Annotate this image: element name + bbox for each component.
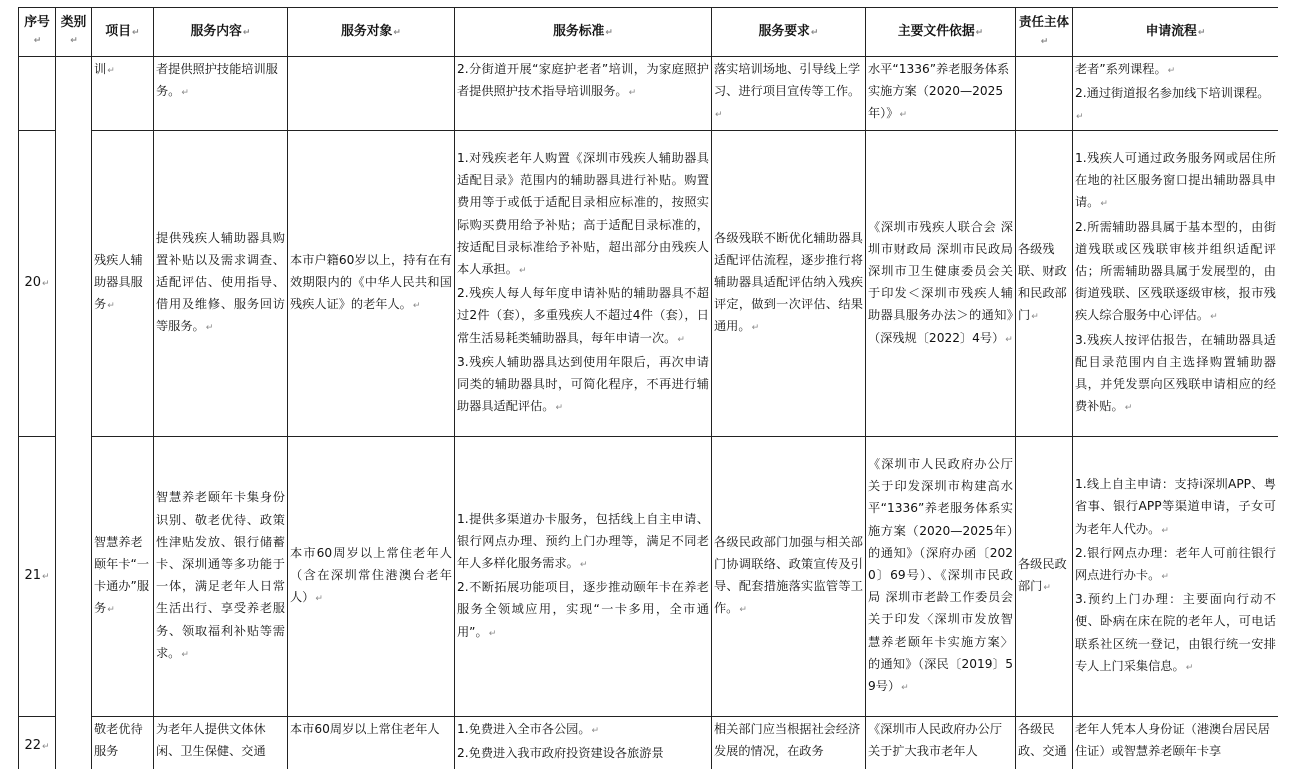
cell-requirement: 各级残联不断优化辅助器具适配评估流程，逐步推行将辅助器具适配评估纳入残疾评定，做到一次评估、结果通用。 ↵ — [712, 130, 866, 436]
process-item: 2.所需辅助器具属于基本型的，由街道残联或区残联审核并组织适配评估；所需辅助器具属于发展型的，由街道残联、区残联逐级审核，报市残疾人综合服务中心评估。 ↵ — [1075, 216, 1276, 329]
cell-content: 智慧养老颐年卡集身份识别、敬老优待、政策性津贴发放、银行储蓄卡、深圳通等多功能于一体，满足老年人日常生活出行、享受养老服务、领取福利补贴等需求。 ↵ — [154, 436, 288, 716]
cell-project: 训 ↵ — [92, 57, 154, 131]
cell-standard — [455, 57, 712, 131]
process-item: 老年人凭本人身份证（港澳台居民居住证）或智慧养老颐年卡享 — [1075, 721, 1270, 758]
cell-process — [1073, 436, 1279, 716]
cell-responsible — [1016, 57, 1073, 131]
cell-basis: 《深圳市人民政府办公厅关于扩大我市老年人 — [866, 716, 1016, 769]
table-row — [19, 57, 1279, 131]
header-requirement: 服务要求 ↵ — [712, 8, 866, 57]
cell-project: 智慧养老颐年卡“一卡通办”服务 ↵ — [92, 436, 154, 716]
cell-content: 者提供照护技能培训服务。 ↵ — [154, 57, 288, 131]
cell-num: 21 ↵ — [19, 436, 56, 716]
cell-project: 残疾人辅助器具服务 ↵ — [92, 130, 154, 436]
cell-requirement: 相关部门应当根据社会经济发展的情况，在政务 — [712, 716, 866, 769]
cell-process — [1073, 57, 1279, 131]
cell-num: 20 ↵ — [19, 130, 56, 436]
process-item: 2.通过街道报名参加线下培训课程。 ↵ — [1075, 82, 1276, 128]
cell-target: 本市60周岁以上常住老年人（含在深圳常住港澳台老年人） ↵ — [288, 436, 455, 716]
standard-item: 2.免费进入我市政府投资建设各旅游景 — [457, 745, 664, 760]
cell-basis: 水平“1336”养老服务体系实施方案（2020—2025年）》 ↵ — [866, 57, 1016, 131]
cell-responsible: 各级残联、财政和民政部门 ↵ — [1016, 130, 1073, 436]
header-process: 申请流程 ↵ — [1073, 8, 1279, 57]
header-target: 服务对象 ↵ — [288, 8, 455, 57]
document-page — [18, 7, 1278, 769]
cell-num: 22 ↵ — [19, 716, 56, 769]
process-item: 1.残疾人可通过政务服务网或居住所在地的社区服务窗口提出辅助器具申请。 ↵ — [1075, 147, 1276, 216]
cell-basis: 《深圳市人民政府办公厅关于印发深圳市构建高水平“1336”养老服务体系实施方案（2020—2025年）的通知》（深府办函〔2020〕69号）、《深圳市民政局 深圳市老龄工作委员会关于印发〈深圳市发放智慧养老颐年卡实施方案〉的通知》（深民〔2019〕59号） ↵ — [866, 436, 1016, 716]
header-standard: 服务标准 ↵ — [455, 8, 712, 57]
cell-basis: 《深圳市残疾人联合会 深圳市财政局 深圳市民政局 深圳市卫生健康委员会关于印发＜深圳市残疾人辅助器具服务办法＞的通知》（深残规〔2022〕4号） ↵ — [866, 130, 1016, 436]
process-item: 1.线上自主申请：支持i深圳APP、粤省事、银行APP等渠道申请，子女可为老年人代办。 ↵ — [1075, 473, 1276, 542]
standard-item: 2.分街道开展“家庭护老者”培训，为家庭照护者提供照护技术指导培训服务。 ↵ — [457, 58, 709, 104]
cell-target: 本市60周岁以上常住老年人 — [288, 716, 455, 769]
cell-standard — [455, 130, 712, 436]
standard-item: 3.残疾人辅助器具达到使用年限后，再次申请同类的辅助器具时，可简化程序，不再进行辅助器具适配评估。 ↵ — [457, 351, 709, 420]
table-header-row — [19, 8, 1279, 57]
table-row — [19, 716, 1279, 769]
process-item: 3.预约上门办理：主要面向行动不便、卧病在床在院的老年人，可电话联系社区统一登记，由银行统一安排专人上门采集信息。 ↵ — [1075, 588, 1276, 679]
header-responsible: 责任主体 ↵ — [1016, 8, 1073, 57]
cell-content: 为老年人提供文体休闲、卫生保健、交通 — [154, 716, 288, 769]
process-item: 3.残疾人按评估报告，在辅助器具适配目录范围内自主选择购置辅助器具，并凭发票向区残联申请相应的经费补贴。 ↵ — [1075, 329, 1276, 420]
process-item: 2.银行网点办理：老年人可前往银行网点进行办卡。 ↵ — [1075, 542, 1276, 588]
cell-requirement: 落实培训场地、引导线上学习、进行项目宣传等工作。 ↵ — [712, 57, 866, 131]
header-basis: 主要文件依据 ↵ — [866, 8, 1016, 57]
header-project: 项目 ↵ — [92, 8, 154, 57]
header-category: 类别 ↵ — [56, 8, 92, 57]
cell-requirement: 各级民政部门加强与相关部门协调联络、政策宣传及引导、配套措施落实监管等工作。 ↵ — [712, 436, 866, 716]
table-row — [19, 130, 1279, 436]
service-table — [18, 7, 1278, 769]
standard-item: 2.不断拓展功能项目，逐步推动颐年卡在养老服务全领域应用，实现“一卡多用，全市通用”。 ↵ — [457, 576, 709, 645]
standard-item: 1.免费进入全市各公园。 ↵ — [457, 718, 709, 742]
process-item: 老者”系列课程。 ↵ — [1075, 58, 1276, 82]
cell-num — [19, 57, 56, 131]
cell-target: 本市户籍60岁以上，持有在有效期限内的《中华人民共和国残疾人证》的老年人。 ↵ — [288, 130, 455, 436]
standard-item: 1.对残疾老年人购置《深圳市残疾人辅助器具适配目录》范围内的辅助器具进行补贴。购置费用等于或低于适配目录相应标准的，按照实际购买费用给予补贴；高于适配目录标准的，按适配目录标准给予补贴，超出部分由残疾人本人承担。 ↵ — [457, 147, 709, 282]
cell-standard — [455, 716, 712, 769]
cell-project: 敬老优待服务 — [92, 716, 154, 769]
cell-target — [288, 57, 455, 131]
header-num: 序号 ↵ — [19, 8, 56, 57]
cell-process — [1073, 130, 1279, 436]
standard-item: 2.残疾人每人每年度申请补贴的辅助器具不超过2件（套），多重残疾人不超过4件（套），日常生活易耗类辅助器具，每年申请一次。 ↵ — [457, 282, 709, 351]
header-content: 服务内容 ↵ — [154, 8, 288, 57]
cell-responsible: 各级民政部门 ↵ — [1016, 436, 1073, 716]
table-row — [19, 436, 1279, 716]
cell-process — [1073, 716, 1279, 769]
cell-responsible: 各级民政、交通 — [1016, 716, 1073, 769]
standard-item: 1.提供多渠道办卡服务，包括线上自主申请、银行网点办理、预约上门办理等，满足不同老年人多样化服务需求。 ↵ — [457, 508, 709, 577]
cell-content: 提供残疾人辅助器具购置补贴以及需求调查、适配评估、使用指导、借用及维修、服务回访等服务。 ↵ — [154, 130, 288, 436]
cell-standard — [455, 436, 712, 716]
cell-category — [56, 57, 92, 769]
